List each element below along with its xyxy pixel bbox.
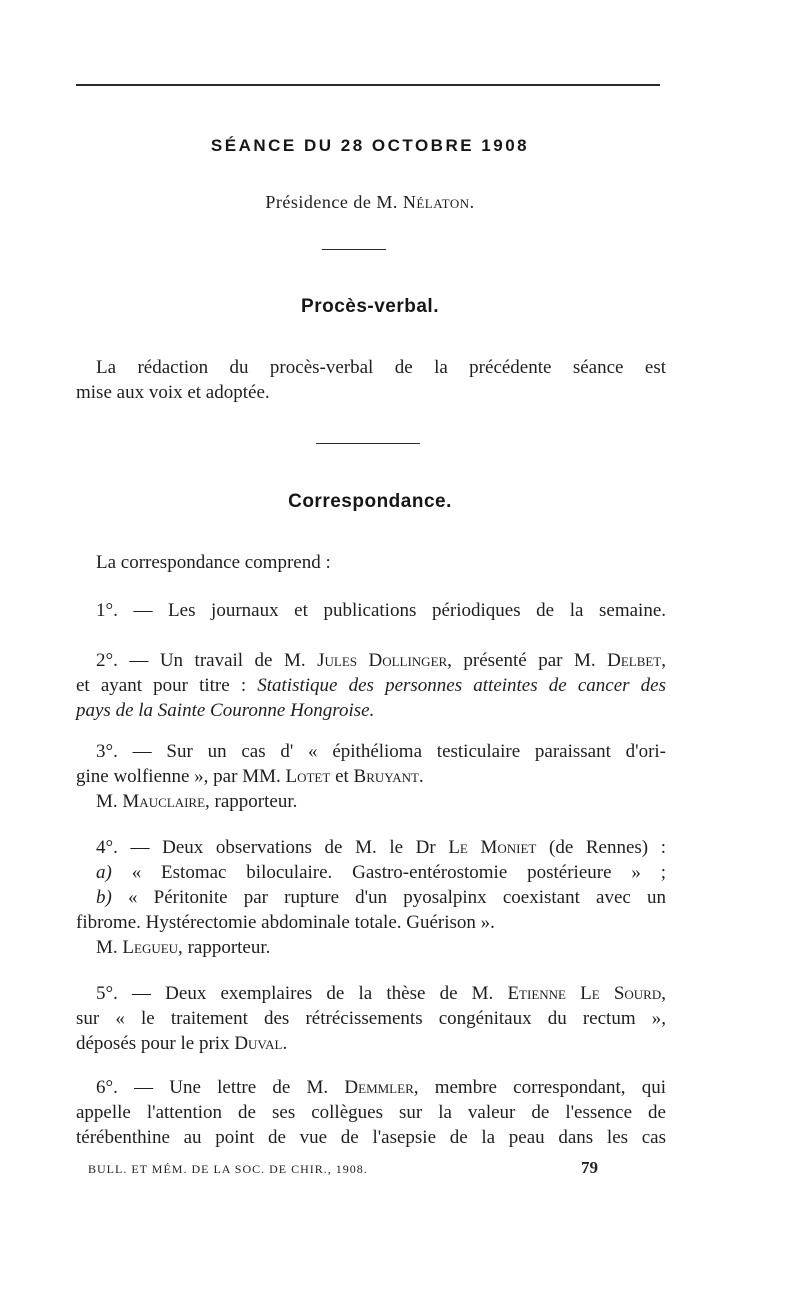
- item-6-number: 6°.: [96, 1077, 118, 1098]
- item-5-author: Etienne Le Sourd,: [507, 983, 666, 1004]
- item-4-author: Le Moniet: [448, 837, 537, 858]
- list-item-5: 5°. — Deux exemplaires de la thèse de M. Etienne Le Sourd, sur « le traitement des rétrécissements congénitaux du rectum », déposés pour le prix Duval.: [76, 983, 666, 1054]
- item-3-number: 3°.: [96, 741, 118, 762]
- item-3-author-1: Lotet: [285, 766, 331, 787]
- item-5-number: 5°.: [96, 983, 118, 1004]
- item-3-rapporteur: M. Mauclaire, rapporteur.: [96, 791, 298, 812]
- item-3-author-2: Bruyant.: [353, 766, 424, 787]
- item-4-rapporteur: M. Legueu, rapporteur.: [96, 937, 271, 958]
- list-item-6: 6°. — Une lettre de M. Demmler, membre correspondant, qui appelle l'attention de ses collègues sur la valeur de l'essence de térébenthine au point de vue de l'asepsie de la peau dans les cas: [76, 1077, 667, 1148]
- item-2-number: 2°.: [96, 650, 118, 671]
- list-item-1: [76, 598, 666, 623]
- item-2-presenter: Delbet,: [607, 650, 666, 671]
- proces-verbal-line-2: mise aux voix et adoptée.: [76, 382, 270, 403]
- separator-1: [322, 249, 386, 250]
- page-number: 79: [581, 1158, 598, 1177]
- correspondance-intro: La correspondance comprend :: [96, 552, 331, 573]
- top-rule: [76, 84, 660, 86]
- list-item-2: 2°. — Un travail de M. Jules Dollinger, présenté par M. Delbet, et ayant pour titre : Statistique des personnes atteintes de cancer des pays de la Sainte Couronne Hongroise.: [76, 650, 666, 721]
- president-name: Nélaton.: [402, 192, 475, 212]
- journal-reference: BULL. ET MÉM. DE LA SOC. DE CHIR., 1908.: [88, 1162, 368, 1176]
- item-4-number: 4°.: [96, 837, 118, 858]
- list-item-3: 3°. — Sur un cas d' « épithélioma testiculaire paraissant d'ori- gine wolfienne », par MM. Lotet et Bruyant. M. Mauclaire, rapporteur.: [76, 741, 667, 812]
- item-6-author: Demmler,: [344, 1077, 419, 1098]
- presidency-prefix: Présidence de M.: [265, 192, 398, 212]
- item-4-sub-a: a) « Estomac biloculaire. Gastro-entérostomie postérieure » ;: [96, 862, 667, 883]
- item-4-sub-b: b) « Péritonite par rupture d'un pyosalpinx coexistant avec un: [96, 887, 667, 908]
- list-item-4: 4°. — Deux observations de M. le Dr Le Moniet (de Rennes) : a) « Estomac biloculaire. Gastro-entérostomie postérieure » ; b) « Péritonite par rupture d'un pyosalpinx coexistant avec un fibrome. Hystérectomie abdominale totale. Guérison ». M. Legueu, rapporteur.: [76, 837, 667, 958]
- item-1-number: 1°.: [96, 600, 118, 621]
- presidency-line: [0, 192, 740, 213]
- proces-verbal-line-1: La rédaction du procès-verbal de la précédente séance est: [96, 357, 666, 378]
- correspondance-heading: Correspondance.: [288, 491, 452, 512]
- session-title: SÉANCE DU 28 OCTOBRE 1908: [210, 136, 530, 155]
- separator-2: [316, 443, 420, 444]
- item-1-text: — Les journaux et publications périodiques de la semaine.: [133, 600, 666, 621]
- item-2-author: Jules Dollinger,: [317, 650, 452, 671]
- proces-verbal-heading: Procès-verbal.: [301, 296, 439, 317]
- page-footer: [88, 1158, 598, 1178]
- item-2-title-cont: pays de la Sainte Couronne Hongroise.: [76, 700, 375, 721]
- item-2-title: Statistique des personnes atteintes de cancer des: [257, 675, 666, 696]
- item-5-prize: Duval.: [234, 1033, 288, 1054]
- proces-verbal-text: [76, 355, 666, 405]
